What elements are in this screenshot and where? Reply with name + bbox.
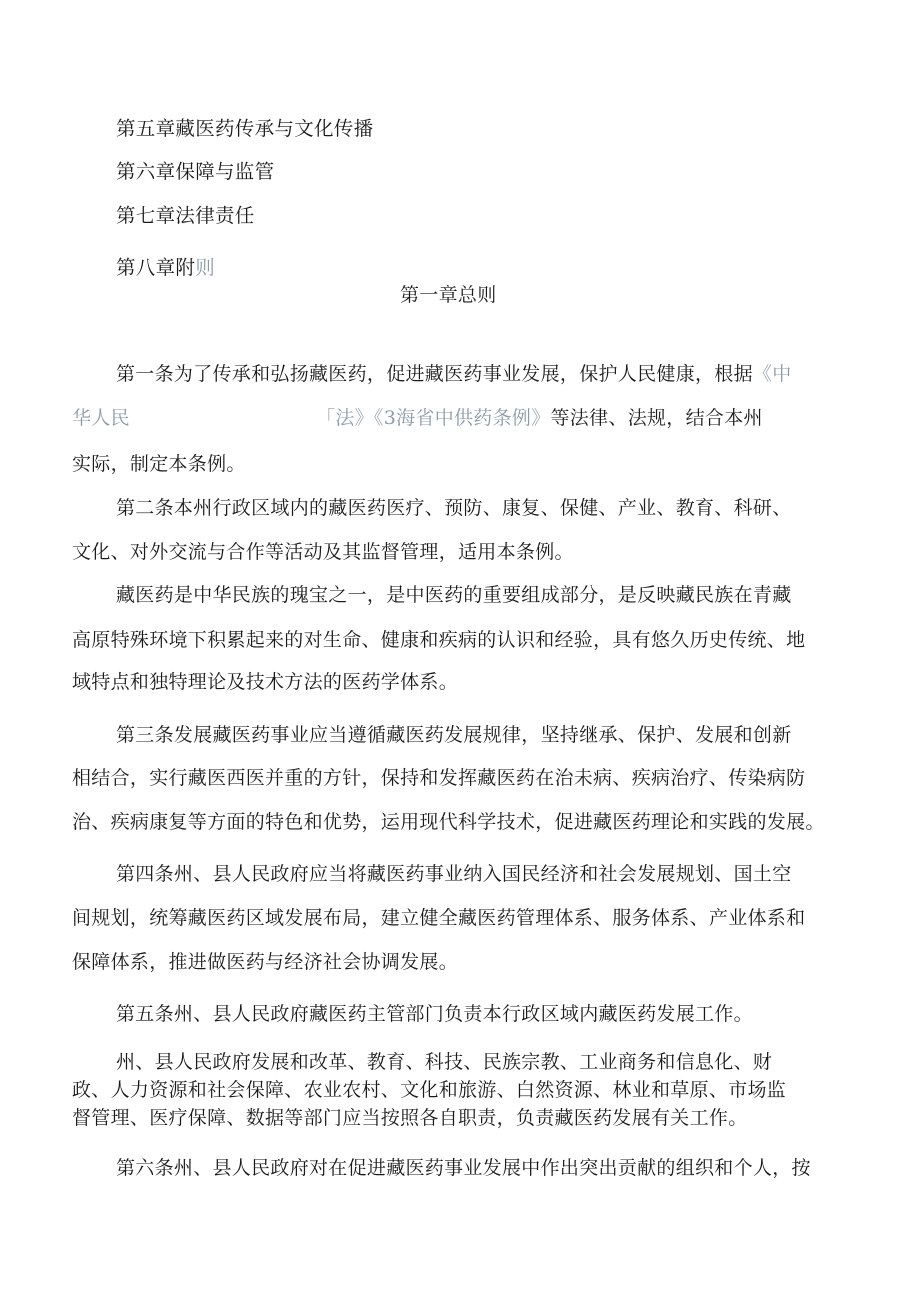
article-3-line-3: 治、疾病康复等方面的特色和优势，运用现代科学技术，促进藏医药理论和实践的发展。 [72, 811, 825, 833]
article-5-line-1: 第五条州、县人民政府藏医药主管部门负责本行政区域内藏医药发展工作。 [116, 1003, 753, 1025]
article-3-line-2: 相结合，实行藏医西医并重的方针，保持和发挥藏医药在治未病、疾病治疗、传染病防 [72, 767, 806, 789]
article-6-line-1: 第六条州、县人民政府对在促进藏医药事业发展中作出突出贡献的组织和个人，按 [116, 1157, 811, 1179]
article-2-line-2: 文化、对外交流与合作等活动及其监督管理，适用本条例。 [72, 541, 574, 563]
article-2-line-1: 第二条本州行政区域内的藏医药医疗、预防、康复、保健、产业、教育、科研、 [116, 497, 792, 519]
article-4-line-3: 保障体系，推进做医药与经济社会协调发展。 [72, 951, 459, 973]
tibetan-medicine-line-3: 域特点和独特理论及技术方法的医药学体系。 [72, 671, 459, 693]
article-1-text: 第一条为了传承和弘扬藏医药，促进藏医药事业发展，保护人民健康，根据 [116, 363, 753, 385]
toc-chapter-7: 第七章法律责任 [116, 204, 255, 227]
tibetan-medicine-line-2: 高原特殊环境下积累起来的对生命、健康和疾病的认识和经验，具有悠久历史传统、地 [72, 629, 806, 651]
article-4-line-1: 第四条州、县人民政府应当将藏医药事业纳入国民经济和社会发展规划、国土空 [116, 863, 792, 885]
article-1-citation-part-a: 华人民 [72, 407, 130, 429]
article-4-line-2: 间规划，统筹藏医药区域发展布局，建立健全藏医药管理体系、服务体系、产业体系和 [72, 907, 806, 929]
toc-chapter-6: 第六章保障与监管 [116, 160, 275, 183]
article-1-citation-part-b: 「法》《3海省中供药条例》 [316, 407, 551, 429]
toc-chapter-8-faded: 则 [195, 256, 216, 279]
article-1-citation-start: 《中 [752, 363, 792, 385]
article-1-text-cont: 等法律、法规，结合本州 [550, 407, 763, 429]
article-1-line-3: 实际，制定本条例。 [72, 453, 246, 475]
departments-line-2: 政、人力资源和社会保障、农业农村、文化和旅游、白然资源、林业和草原、市场监 [72, 1079, 787, 1101]
toc-chapter-5: 第五章藏医药传承与文化传播 [116, 117, 374, 140]
article-1-line-2 [316, 406, 763, 430]
tibetan-medicine-line-1: 藏医药是中华民族的瑰宝之一，是中医药的重要组成部分，是反映藏民族在青藏 [116, 584, 792, 606]
article-3-line-1: 第三条发展藏医药事业应当遵循藏医药发展规律，坚持继承、保护、发展和创新 [116, 724, 792, 746]
departments-line-1: 州、县人民政府发展和改革、教育、科技、民族宗教、工业商务和信息化、财 [116, 1051, 773, 1073]
chapter-title: 第一章总则 [400, 284, 497, 306]
article-1-line-1 [116, 362, 792, 386]
toc-chapter-8 [116, 256, 215, 280]
toc-chapter-8-main: 第八章附 [116, 256, 196, 279]
departments-line-3: 督管理、医疗保障、数据等部门应当按照各自职责，负责藏医药发展有关工作。 [72, 1107, 748, 1129]
